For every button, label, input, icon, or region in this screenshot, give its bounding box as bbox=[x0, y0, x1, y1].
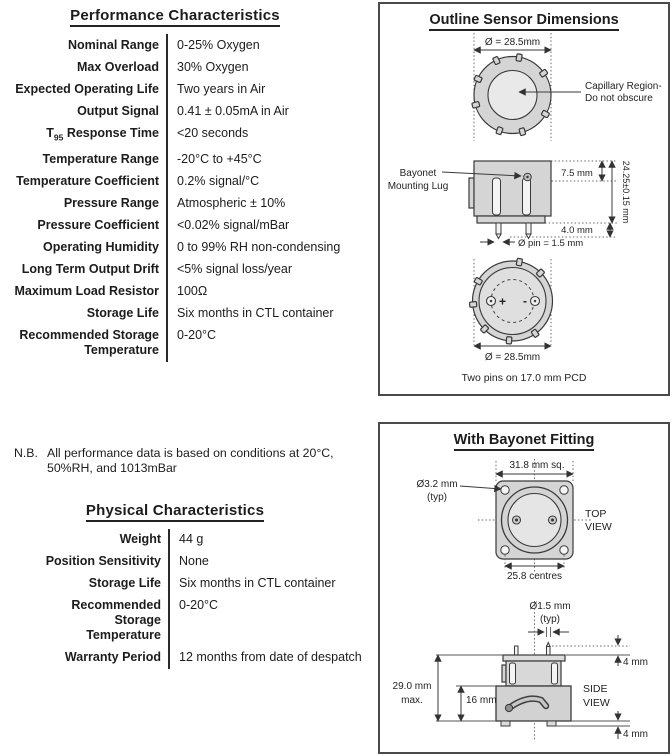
outline-dimensions-drawing bbox=[380, 29, 668, 391]
spec-label-t95: $T_{95}$ Response Time bbox=[46, 125, 159, 142]
pin-dia-label: Ø1.5 mm bbox=[529, 601, 571, 612]
spec-value: 0-25% Oxygen bbox=[166, 34, 372, 56]
spec-label: Warranty Period bbox=[64, 650, 161, 664]
bayonet-fitting-box bbox=[378, 422, 670, 754]
spec-label: Recommended Storage Temperature bbox=[71, 598, 161, 642]
capillary-region bbox=[488, 71, 537, 120]
flange bbox=[503, 655, 565, 661]
bayonet-side-view bbox=[393, 601, 648, 741]
outline-box-title-text: Outline Sensor Dimensions bbox=[429, 12, 618, 31]
spec-value: 100Ω bbox=[166, 281, 372, 303]
nb-note bbox=[14, 446, 372, 476]
pin-height-dim: 4 mm bbox=[623, 657, 648, 668]
pin-diameter-dim: Ø pin = 1.5 mm bbox=[518, 238, 584, 249]
spec-label: Output Signal bbox=[77, 103, 159, 118]
spec-value: <5% signal loss/year bbox=[166, 259, 372, 281]
spec-label: Pressure Coefficient bbox=[37, 218, 159, 232]
minus-symbol: - bbox=[523, 294, 527, 308]
spec-label: Recommended Storage Temperature bbox=[19, 328, 159, 357]
side-view-label: SIDE bbox=[583, 683, 608, 695]
spec-column bbox=[0, 0, 372, 669]
bayonet-box-title-text: With Bayonet Fitting bbox=[454, 432, 595, 451]
outline-box-title bbox=[380, 11, 668, 29]
outline-dimensions-box bbox=[378, 2, 670, 396]
spec-label: Long Term Output Drift bbox=[21, 262, 159, 276]
pin-length-dim: 4.0 mm bbox=[561, 225, 593, 236]
spec-value: -20°C to +45°C bbox=[166, 149, 372, 171]
corner-hole bbox=[560, 546, 568, 554]
lug-depth-dim: 7.5 mm bbox=[561, 168, 593, 179]
spec-label: Position Sensitivity bbox=[45, 554, 161, 568]
outline-top-view bbox=[472, 33, 662, 141]
foot bbox=[501, 721, 510, 726]
square-dim: 31.8 mm sq. bbox=[509, 460, 565, 471]
spec-label: Storage Life bbox=[86, 306, 159, 320]
nb-text: All performance data is based on conditions at 20°C, 50%RH, and 1013mBar bbox=[47, 445, 334, 475]
spec-label: Maximum Load Resistor bbox=[14, 284, 159, 298]
corner-hole bbox=[560, 486, 568, 494]
bayonet-box-title bbox=[380, 431, 668, 449]
physical-table bbox=[42, 529, 372, 669]
spec-label: Temperature Coefficient bbox=[16, 174, 159, 188]
t95-subscript: 95 bbox=[53, 132, 64, 142]
spec-value: 0.2% signal/°C bbox=[166, 171, 372, 193]
spec-value: 0 to 99% RH non-condensing bbox=[166, 237, 372, 259]
bottom-diameter-label: Ø = 28.5mm bbox=[484, 352, 541, 363]
spec-value: Atmospheric ± 10% bbox=[166, 193, 372, 215]
spec-value: 0.41 ± 0.05mA in Air bbox=[166, 100, 372, 122]
spec-value: 44 g bbox=[168, 529, 372, 551]
spec-label: Nominal Range bbox=[68, 37, 159, 52]
spec-value: <20 seconds bbox=[166, 122, 372, 149]
hole-dim-label: (typ) bbox=[427, 492, 447, 503]
spec-label: Weight bbox=[119, 532, 161, 546]
spec-value: None bbox=[168, 551, 372, 573]
spec-label: Operating Humidity bbox=[43, 240, 159, 254]
top-view-label: VIEW bbox=[585, 521, 612, 533]
bayonet-top-view bbox=[416, 459, 611, 582]
spec-label: Storage Life bbox=[88, 576, 161, 590]
spec-value: 30% Oxygen bbox=[166, 56, 372, 78]
spec-label: Expected Operating Life bbox=[15, 81, 159, 96]
sensor-body bbox=[496, 686, 571, 721]
performance-title-text: Performance Characteristics bbox=[70, 7, 280, 27]
top-diameter-label: Ø = 28.5mm bbox=[484, 37, 541, 48]
plus-symbol: + bbox=[499, 294, 507, 309]
corner-hole bbox=[501, 546, 509, 554]
height-max-dim: max. bbox=[401, 695, 423, 706]
spec-value: 0-20°C bbox=[168, 595, 372, 647]
centres-dim: 25.8 centres bbox=[506, 571, 563, 582]
physical-title bbox=[0, 502, 350, 520]
spec-label: Pressure Range bbox=[63, 196, 159, 210]
foot-height-dim: 4 mm bbox=[623, 729, 648, 740]
side-view-label: VIEW bbox=[583, 697, 610, 709]
top-view-label: TOP bbox=[585, 508, 607, 520]
bayonet-lug-label: Mounting Lug bbox=[387, 181, 449, 192]
height-dim: 24.25±0.15 mm bbox=[621, 160, 631, 224]
performance-title bbox=[0, 7, 350, 25]
spec-value: Six months in CTL container bbox=[168, 573, 372, 595]
pcd-caption: Two pins on 17.0 mm PCD bbox=[461, 372, 587, 384]
outline-side-view bbox=[388, 161, 631, 249]
capillary-label: Do not obscure bbox=[585, 93, 653, 104]
spec-value: Two years in Air bbox=[166, 78, 372, 100]
spec-value: <0.02% signal/mBar bbox=[166, 215, 372, 237]
physical-title-text: Physical Characteristics bbox=[86, 502, 264, 522]
performance-table bbox=[2, 34, 372, 362]
spec-value: Six months in CTL container bbox=[166, 303, 372, 325]
nb-prefix: N.B. bbox=[14, 445, 38, 460]
outline-bottom-view bbox=[462, 258, 587, 384]
spec-value: 12 months from date of despatch bbox=[168, 647, 372, 669]
height-max-dim: 29.0 mm bbox=[392, 681, 432, 692]
capillary-label: Capillary Region- bbox=[585, 81, 662, 92]
pin-dia-label: (typ) bbox=[540, 614, 560, 625]
spec-label: Max Overload bbox=[77, 59, 159, 74]
spec-label: Temperature Range bbox=[42, 152, 159, 166]
hole-dim-label: Ø3.2 mm bbox=[416, 479, 458, 490]
foot bbox=[547, 721, 556, 726]
body-height-dim: 16 mm bbox=[466, 695, 497, 706]
corner-hole bbox=[501, 486, 509, 494]
bayonet-fitting-drawing bbox=[380, 449, 668, 749]
spec-value: 0-20°C bbox=[166, 325, 372, 362]
bayonet-lug-label: Bayonet bbox=[399, 168, 437, 179]
